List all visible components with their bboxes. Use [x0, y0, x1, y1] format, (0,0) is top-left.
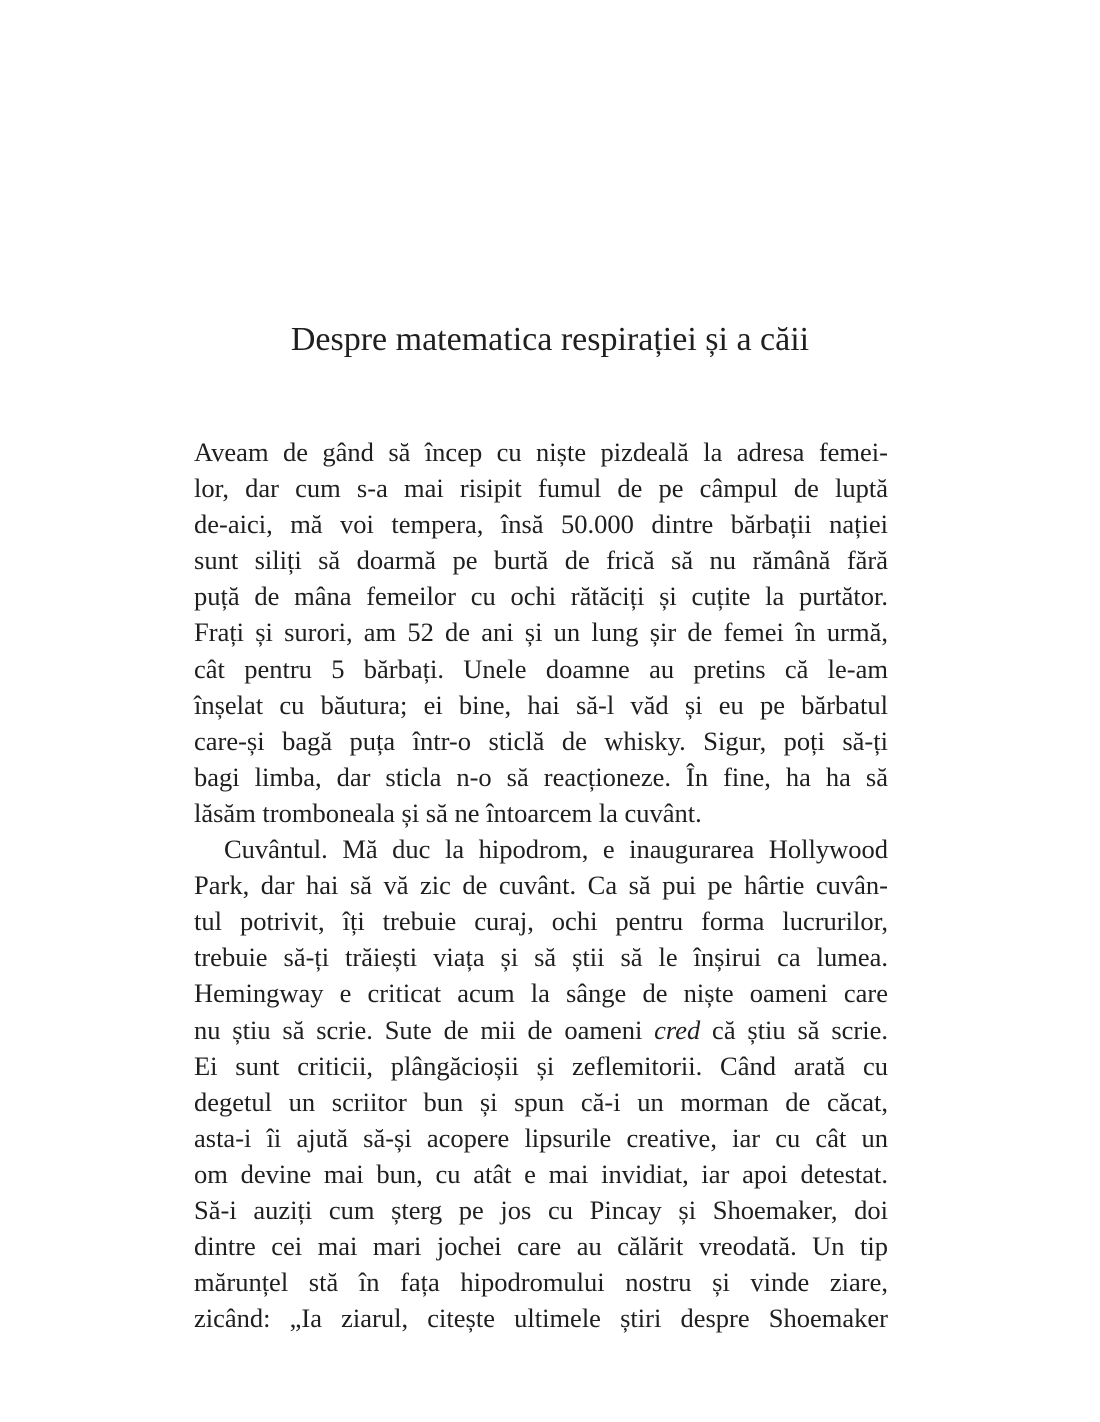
chapter-body — [194, 434, 888, 1336]
text-line: Ei sunt criticii, plângăcioșii și zeflemitorii. Când arată cu — [194, 1050, 888, 1081]
text-line: mărunțel stă în fața hipodromului nostru și vinde ziare, — [194, 1267, 888, 1298]
text-line: Să-i auziți cum șterg pe jos cu Pincay și Shoemaker, doi — [194, 1194, 888, 1225]
text-line: puță de mâna femeilor cu ochi rătăciți și cuțite la purtător. — [194, 581, 888, 612]
text-segment: că știu să scrie. — [700, 1014, 888, 1045]
text-line: înșelat cu băutura; ei bine, hai să-l văd și eu pe bărbatul — [194, 689, 888, 720]
text-line-with-emphasis — [194, 1012, 888, 1048]
chapter-title: Despre matematica respirației și a căii — [290, 321, 810, 358]
emphasized-word: cred — [654, 1014, 701, 1045]
text-line: bagi limba, dar sticla n-o să reacționeze. În fine, ha ha să — [194, 761, 888, 792]
text-line: care-și bagă puța într-o sticlă de whisky. Sigur, poți să-ți — [194, 725, 888, 756]
text-line: Aveam de gând să încep cu niște pizdeală la adresa femei- — [194, 437, 888, 467]
text-line: trebuie să-ți trăiești viața și să știi să le înșirui ca lumea. — [194, 942, 888, 973]
text-line: zicând: „Ia ziarul, citește ultimele știri despre Shoemaker — [194, 1303, 888, 1334]
text-segment: nu știu să scrie. Sute de mii de oameni — [194, 1014, 655, 1045]
text-line: dintre cei mai mari jochei care au călărit vreodată. Un tip — [194, 1231, 888, 1262]
text-line: Cuvântul. Mă duc la hipodrom, e inaugurarea Hollywood — [224, 834, 888, 865]
paragraph-2 — [194, 831, 888, 1336]
text-line: sunt siliți să doarmă pe burtă de frică să nu rămână fără — [194, 545, 888, 576]
paragraph-1 — [194, 434, 888, 831]
text-line: lor, dar cum s-a mai risipit fumul de pe câmpul de luptă — [194, 473, 888, 504]
text-line: tul potrivit, îți trebuie curaj, ochi pentru forma lucrurilor, — [194, 906, 888, 937]
text-line: degetul un scriitor bun și spun că-i un morman de căcat, — [194, 1086, 888, 1117]
text-line: de-aici, mă voi tempera, însă 50.000 dintre bărbații nației — [194, 509, 888, 540]
text-line: Frați și surori, am 52 de ani și un lung șir de femei în urmă, — [194, 617, 888, 648]
text-line: lăsăm tromboneala și să ne întoarcem la cuvânt. — [194, 797, 702, 828]
text-line: cât pentru 5 bărbați. Unele doamne au pretins că le-am — [194, 653, 888, 684]
text-line: Hemingway e criticat acum la sânge de niște oameni care — [194, 978, 888, 1009]
text-line: Park, dar hai să vă zic de cuvânt. Ca să pui pe hârtie cuvân- — [194, 870, 888, 901]
text-line: asta-i îi ajută să-și acopere lipsurile creative, iar cu cât un — [194, 1122, 888, 1153]
text-line: om devine mai bun, cu atât e mai invidiat, iar apoi detestat. — [194, 1158, 888, 1189]
